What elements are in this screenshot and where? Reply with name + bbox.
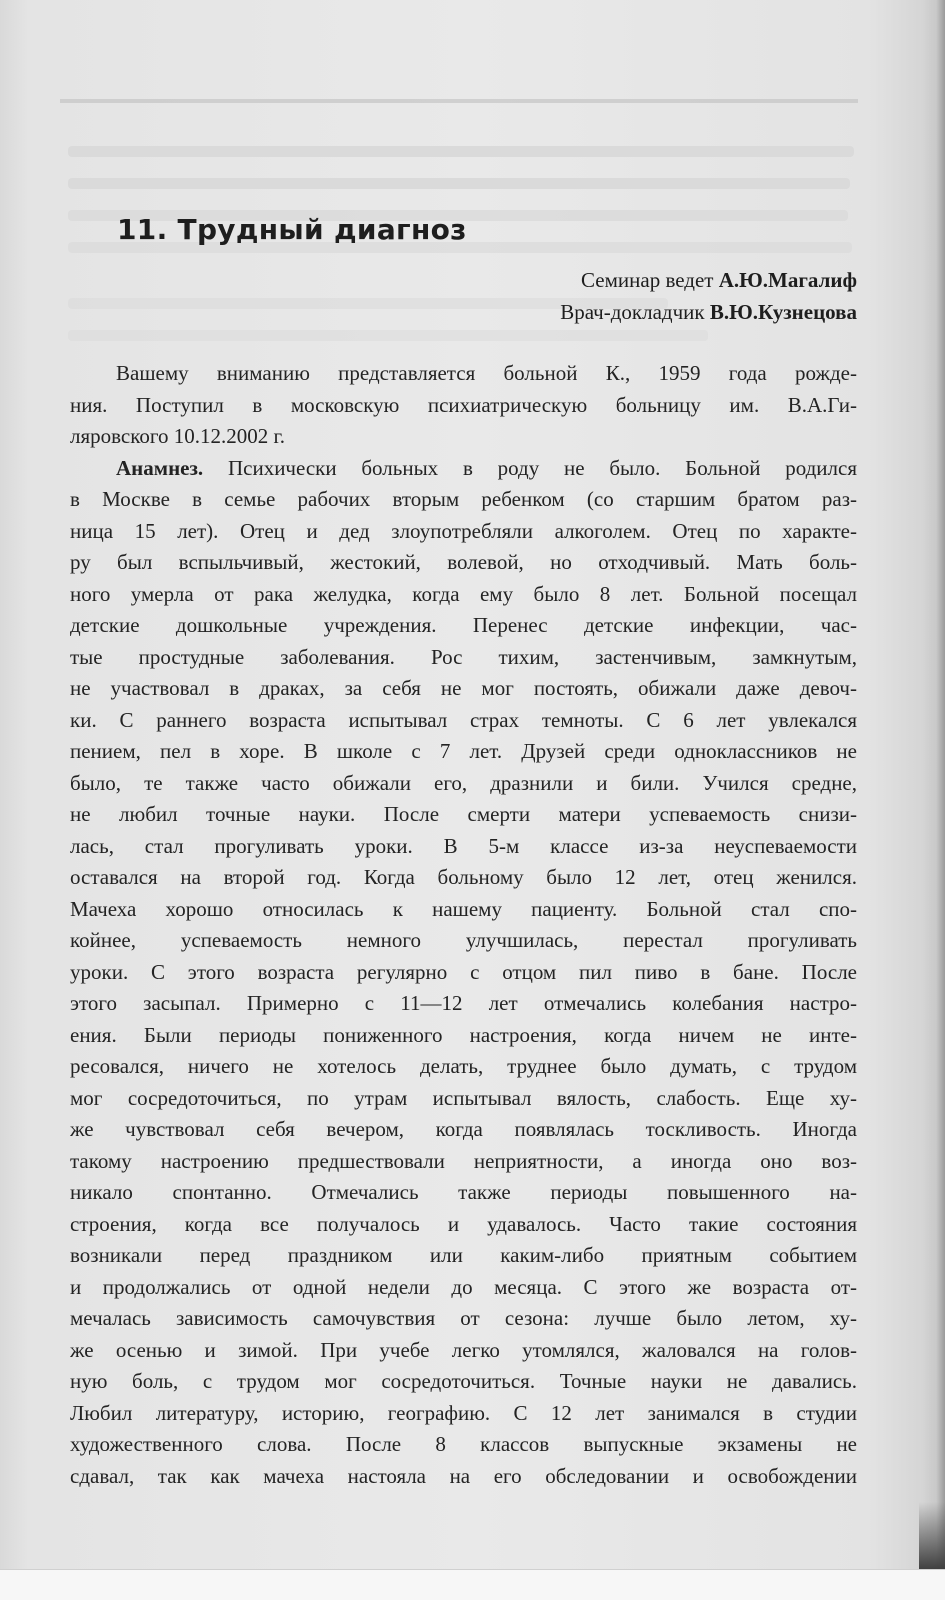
text-line: ру был вспыльчивый, жестокий, волевой, но отходчивый. Мать боль- <box>70 550 857 574</box>
credit-role: Семинар ведет <box>581 268 714 292</box>
credit-role: Врач-докладчик <box>560 300 705 324</box>
text-line: мог сосредоточиться, по утрам испытывал вялость, слабость. Еще ху- <box>70 1085 857 1110</box>
chapter-credits <box>560 264 857 328</box>
text-line: оставался на второй год. Когда больному было 12 лет, отец женился. <box>70 865 857 889</box>
text-line: детские дошкольные учреждения. Перенес детские инфекции, час- <box>70 613 857 637</box>
page-corner-shadow <box>919 1502 945 1572</box>
text-line: ки. С раннего возраста испытывал страх темноты. С 6 лет увлекался <box>70 707 857 732</box>
bleed-through-line <box>68 146 854 157</box>
seminar-leader-credit <box>560 264 857 296</box>
text-line: мечалась зависимость самочувствия от сезона: лучше было летом, ху- <box>70 1306 857 1330</box>
text-line: Мачеха хорошо относилась к нашему пациенту. Больной стал спо- <box>70 896 857 921</box>
text-line: пением, пел в хоре. В школе с 7 лет. Друзей среди одноклассников не <box>70 739 857 763</box>
text-line: художественного слова. После 8 классов выпускные экзамены не <box>70 1432 857 1456</box>
text-line: в Москве в семье рабочих вторым ребенком (со старшим братом раз- <box>70 487 857 511</box>
text-line: строения, когда все получалось и удавалось. Часто такие состояния <box>70 1211 857 1236</box>
text-line: уроки. С этого возраста регулярно с отцом пил пиво в бане. После <box>70 959 857 984</box>
text-line: Вашему вниманию представляется больной К., 1959 года рожде- <box>116 361 857 385</box>
anamnesis-first-line-text: Психически больных в роду не было. Больной родился <box>227 455 857 480</box>
text-line: койнее, успеваемость немного улучшилась, перестал прогуливать <box>70 928 857 952</box>
text-line: ляровского 10.12.2002 г. <box>70 424 285 448</box>
text-line <box>70 1492 857 1524</box>
anamnesis-term: Анамнез. <box>116 455 204 480</box>
bleed-through-line <box>68 178 850 189</box>
credit-name: В.Ю.Кузнецова <box>709 300 857 324</box>
text-line: этого засыпал. Примерно с 11—12 лет отмечались колебания настро- <box>70 991 857 1015</box>
text-line: ного умерла от рака желудка, когда ему было 8 лет. Больной посещал <box>70 581 857 606</box>
scan-bottom-margin <box>0 1569 945 1600</box>
text-line: ресовался, ничего не хотелось делать, труднее было думать, с трудом <box>70 1054 857 1078</box>
text-line: не любил точные науки. После смерти матери успеваемость снизи- <box>70 802 857 826</box>
text-line: сдавал, так как мачеха настояла на его обследовании и освобождении <box>70 1463 857 1488</box>
text-line: не участвовал в драках, за себя не мог постоять, обижали даже девоч- <box>70 676 857 700</box>
text-line: ния. Поступил в московскую психиатрическую больницу им. В.А.Ги- <box>70 392 857 417</box>
text-line: Любил литературу, историю, географию. С 12 лет занимался в студии <box>70 1400 857 1425</box>
bleed-through-line <box>68 330 708 341</box>
presenting-doctor-credit <box>560 296 857 328</box>
text-line: и продолжались от одной недели до месяца. С этого же возраста от- <box>70 1274 857 1299</box>
text-line: ную боль, с трудом мог сосредоточиться. Точные науки не давались. <box>70 1369 857 1393</box>
body-text <box>70 358 857 1524</box>
text-line: возникали перед праздником или каким-либо приятным событием <box>70 1243 857 1267</box>
anamnesis-first-line <box>70 453 857 485</box>
text-line: никало спонтанно. Отмечались также периоды повышенного на- <box>70 1180 857 1204</box>
bleed-through-rule <box>60 99 858 103</box>
credit-name: А.Ю.Магалиф <box>718 268 857 292</box>
text-line: ница 15 лет). Отец и дед злоупотребляли алкоголем. Отец по характе- <box>70 518 857 543</box>
text-line: такому настроению предшествовали неприятности, а иногда оно воз- <box>70 1148 857 1173</box>
chapter-title: 11. Трудный диагноз <box>117 213 467 246</box>
page-edge-shadow <box>923 0 945 1600</box>
text-line: было, те также часто обижали его, дразнили и били. Учился средне, <box>70 770 857 795</box>
text-line: ения. Были периоды пониженного настроения, когда ничем не инте- <box>70 1022 857 1047</box>
text-line: лась, стал прогуливать уроки. В 5-м классе из-за неуспеваемости <box>70 833 857 858</box>
text-line: же осенью и зимой. При учебе легко утомлялся, жаловался на голов- <box>70 1337 857 1362</box>
text-line: же чувствовал себя вечером, когда появлялась тоскливость. Иногда <box>70 1117 857 1141</box>
text-line: тые простудные заболевания. Рос тихим, застенчивым, замкнутым, <box>70 644 857 669</box>
